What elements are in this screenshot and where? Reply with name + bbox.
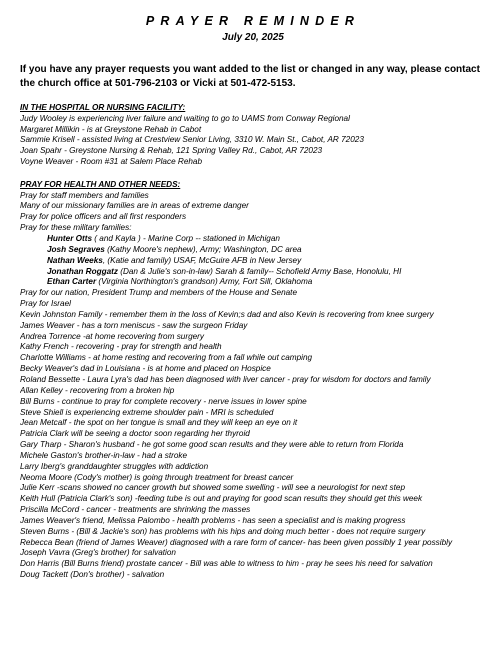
military-family-item — [20, 277, 486, 288]
military-family-item — [20, 234, 486, 245]
prayer-list-item: Priscilla McCord - cancer - treatments are shrinking the masses — [20, 505, 251, 515]
prayer-list-item: Becky Weaver's dad in Louisiana - is at home and placed on Hospice — [20, 364, 271, 374]
prayer-list-item: Roland Bessette - Laura Lyra's dad has been diagnosed with liver cancer - pray for wisdom for doctors and family — [20, 374, 431, 384]
prayer-list-item: Keith Hull (Patricia Clark's son) -feeding tube is out and praying for good scan results they should get this week — [20, 494, 423, 504]
prayer-list-item: Don Harris (Bill Burns friend) prostate cancer - Bill was able to witness to him - pray he sees his need for salvation — [20, 559, 433, 569]
page-title: PRAYER REMINDER — [145, 14, 361, 28]
military-family-item — [20, 267, 486, 278]
hospital-heading: IN THE HOSPITAL OR NURSING FACILITY: — [20, 103, 186, 112]
prayer-list-item: Pray for Israel — [20, 299, 71, 309]
prayer-list-item: Rebecca Bean (friend of James Weaver) diagnosed with a rare form of cancer- has been given possibly 1 year possibly — [20, 537, 453, 547]
hospital-list-item: Voyne Weaver - Room #31 at Salem Place Rehab — [20, 157, 203, 167]
health-list — [20, 288, 486, 581]
military-member-name: Ethan Carter — [47, 277, 97, 287]
health-intro-item: Pray for these military families: — [20, 223, 132, 233]
prayer-list-item: Andrea Torrence -at home recovering from surgery — [20, 331, 204, 341]
prayer-list-item: Joseph Vavra (Greg's brother) for salvation — [20, 548, 176, 558]
health-section — [20, 180, 486, 581]
prayer-list-item: Kathy French - recovering - pray for strength and health — [20, 342, 222, 352]
prayer-list-item: Steven Burns - (Bill & Jackie's son) has problems with his hips and doing much better - does not require surgery — [20, 526, 426, 536]
prayer-list-item: Neoma Moore (Cody's mother) is going through treatment for breast cancer — [20, 472, 294, 482]
military-member-name: Josh Segraves — [47, 244, 105, 254]
prayer-list-item: Julie Kerr -scans showed no cancer growth but showed some swelling - will see a neurologist for next step — [20, 483, 406, 493]
military-list — [20, 234, 486, 288]
military-member-name: Hunter Otts — [47, 234, 93, 243]
prayer-list-item: Kevin Johnston Family - remember them in the loss of Kevin;s dad and also Kevin is recovering from knee surgery — [20, 309, 434, 319]
health-intro-item: Pray for police officers and all first responders — [20, 212, 187, 222]
prayer-list-item: James Weaver's friend, Melissa Palombo - health problems - has seen a specialist and is making progress — [20, 515, 406, 525]
prayer-list-item: Gary Tharp - Sharon's husband - he got some good scan results and they were able to return from Florida — [20, 440, 404, 450]
prayer-list-item: Larry Iberg's granddaughter struggles with addiction — [20, 461, 209, 471]
military-family-item — [20, 245, 486, 256]
document-date: July 20, 2025 — [222, 32, 284, 43]
hospital-list-item: Margaret Millikin - is at Greystone Rehab in Cabot — [20, 124, 202, 134]
health-heading: PRAY FOR HEALTH AND OTHER NEEDS: — [20, 179, 181, 189]
military-member-details: (Dan & Julie's son-in-law) Sarah & family-- Schofield Army Base, Honolulu, HI — [117, 266, 402, 276]
prayer-list-item: Bill Burns - continue to pray for complete recovery - nerve issues in lower spine — [20, 396, 307, 406]
prayer-list-item: Jean Metcalf - the spot on her tongue is small and they will keep an eye on it — [20, 418, 298, 428]
prayer-list-item: Patricia Clark will be seeing a doctor soon regarding her thyroid — [20, 429, 250, 439]
prayer-list-item: Doug Tackett (Don's brother) - salvation — [20, 570, 165, 580]
hospital-list-item: Judy Wooley is experiencing liver failure and waiting to go to UAMS from Conway Regional — [20, 113, 350, 123]
military-member-details: (Kathy Moore's nephew), Army; Washington, DC area — [104, 244, 302, 254]
prayer-list-item: James Weaver - has a torn meniscus - saw the surgeon Friday — [20, 320, 248, 330]
military-family-item — [20, 256, 486, 267]
prayer-list-item: Pray for our nation, President Trump and members of the House and Senate — [20, 288, 298, 298]
contact-instructions: If you have any prayer requests you want added to the list or changed in any way, please contact the church office at 501-796-2103 or Vicki at 501-472-5153. — [20, 64, 480, 89]
prayer-reminder-document — [20, 14, 486, 581]
hospital-section — [20, 103, 486, 168]
military-member-details: (Virginia Northington's grandson) Army, Fort Sill, Oklahoma — [96, 277, 313, 287]
military-member-name: Jonathan Roggatz — [47, 266, 118, 276]
military-member-details: ( and Kayla ) - Marine Corp -- stationed in Michigan — [92, 234, 280, 243]
hospital-list-item: Joan Spahr - Greystone Nursing & Rehab, 121 Spring Valley Rd., Cabot, AR 72023 — [20, 146, 323, 156]
prayer-list-item: Michele Gaston's brother-in-law - had a stroke — [20, 450, 188, 460]
hospital-list-item: Sammie Krisell - assisted living at Crestview Senior Living, 3310 W. Main St., Cabot, AR 72023 — [20, 135, 364, 145]
military-member-details: , (Katie and family) USAF, McGuire AFB in New Jersey — [102, 255, 302, 265]
prayer-list-item: Allan Kelley - recovering from a broken hip — [20, 385, 175, 395]
health-intro-item: Many of our missionary families are in areas of extreme danger — [20, 201, 249, 211]
health-intro-list — [20, 191, 486, 234]
hospital-list — [20, 114, 486, 168]
military-member-name: Nathan Weeks — [47, 255, 103, 265]
prayer-list-item: Charlotte Williams - at home resting and recovering from a fall while out camping — [20, 353, 313, 363]
prayer-list-item: Steve Shiell is experiencing extreme shoulder pain - MRI is scheduled — [20, 407, 274, 417]
health-intro-item: Pray for staff members and families — [20, 190, 149, 200]
